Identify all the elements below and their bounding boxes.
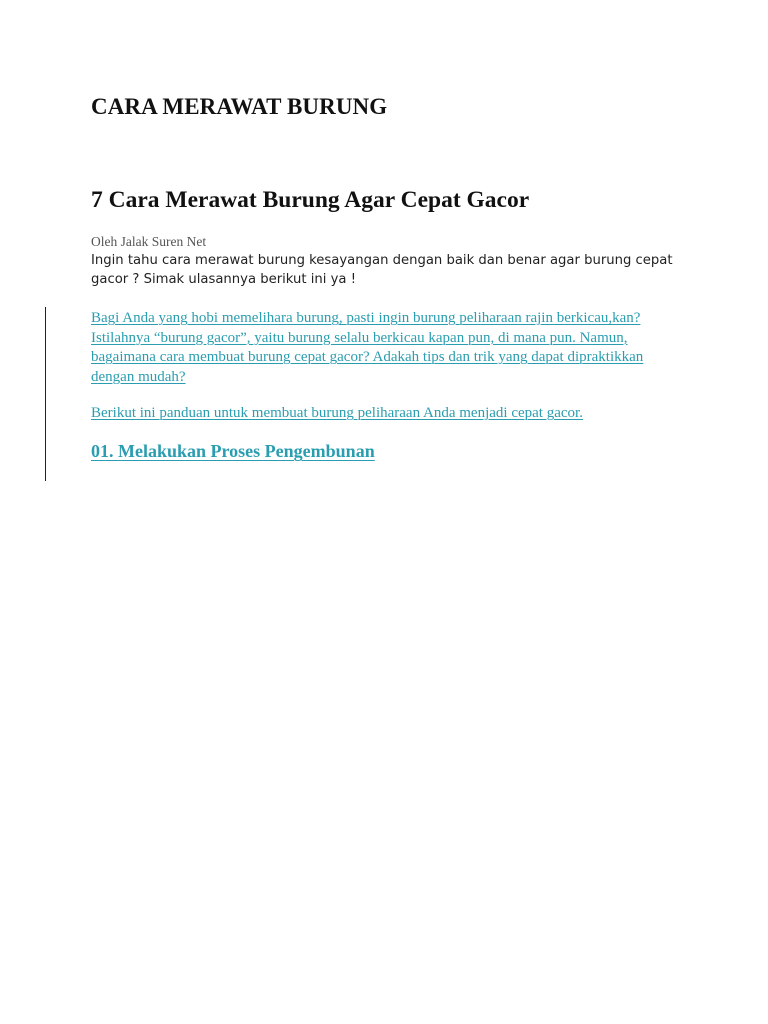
intro-paragraph: Ingin tahu cara merawat burung kesayangan dengan baik dan benar agar burung cepat gacor ? Simak ulasannya berikut ini ya !	[91, 253, 673, 287]
article-title: 7 Cara Merawat Burung Agar Cepat Gacor	[91, 187, 530, 213]
section-heading-link[interactable]: 01. Melakukan Proses Pengembunan	[91, 441, 375, 461]
linked-paragraph-1[interactable]: Bagi Anda yang hobi memelihara burung, pasti ingin burung peliharaan rajin berkicau,kan? Istilahnya “burung gacor”, yaitu burung selalu berkicau kapan pun, di mana pun. Namun, bagaimana cara membuat burung cepat gacor? Adakah tips dan trik yang dapat dipraktikkan dengan mudah?	[91, 310, 644, 385]
linked-paragraph-2[interactable]: Berikut ini panduan untuk membuat burung peliharaan Anda menjadi cepat gacor.	[91, 405, 583, 421]
byline: Oleh Jalak Suren Net	[91, 234, 207, 249]
document-title: CARA MERAWAT BURUNG	[91, 94, 388, 119]
revision-bar	[45, 307, 46, 481]
